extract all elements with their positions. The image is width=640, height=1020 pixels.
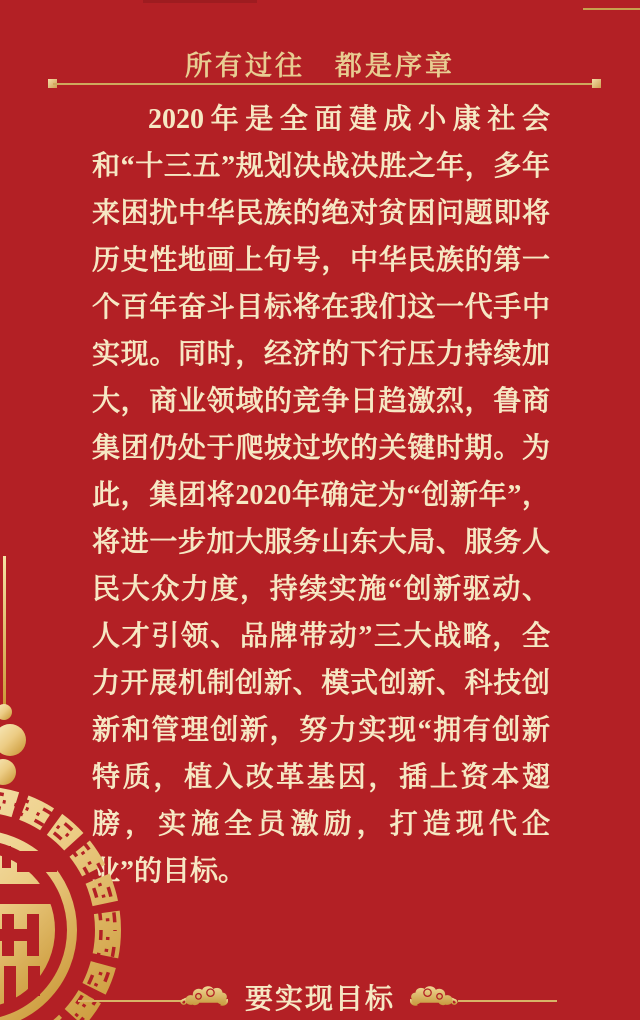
divider-line xyxy=(53,83,596,85)
top-dark-strip xyxy=(143,0,257,3)
footer-title: 要实现目标 xyxy=(244,984,395,1015)
footer-line-right xyxy=(458,1000,557,1002)
auspicious-cloud-icon xyxy=(410,977,458,1012)
top-right-gold-line xyxy=(583,8,640,10)
article-paragraph: 2020年是全面建成小康社会和“十三五”规划决战决胜之年，多年来困扰中华民族的绝对贫困问题即将历史性地画上句号，中华民族的第一个百年奋斗目标将在我们这一代手中实现。同时，经济的下行压力持续加大，商业领域的竞争日趋激烈，鲁商集团仍处于爬坡过坎的关键时期。为此，集团将2020年确定为“创新年”，将进一步加大服务山东大局、服务人民大众力度，持续实施“创新驱动、人才引领、品牌带动”三大战略，全力开展机制创新、模式创新、科技创新和管理创新，努力实现“拥有创新特质，植入改革基因，插上资本翅膀，实施全员激励，打造现代企业”的目标。 xyxy=(92,104,550,887)
title-divider xyxy=(48,79,601,88)
gold-medallion-emblem-icon xyxy=(0,550,170,1020)
divider-endcap-right xyxy=(592,79,601,88)
page-title: 所有过往 都是序章 xyxy=(185,51,455,81)
